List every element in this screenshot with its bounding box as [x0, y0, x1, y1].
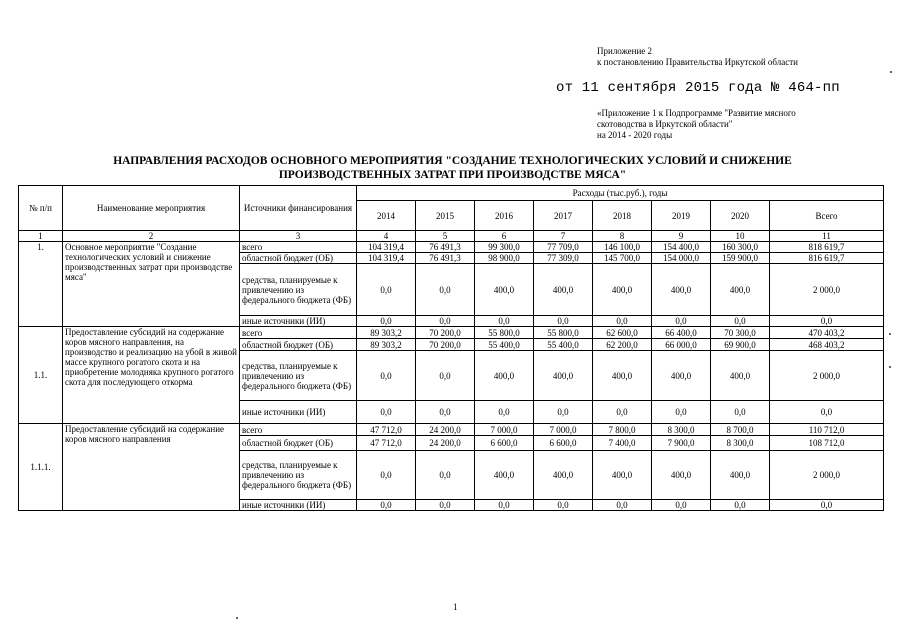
index-cell: 1	[19, 231, 63, 242]
header-year: 2017	[534, 201, 593, 231]
item-number: 1.	[19, 242, 63, 327]
header-year: 2019	[652, 201, 711, 231]
scan-speck	[890, 71, 892, 73]
amount-cell: 0,0	[416, 500, 475, 511]
amount-cell: 0,0	[475, 316, 534, 327]
amount-cell: 0,0	[357, 316, 416, 327]
amount-cell: 400,0	[475, 351, 534, 401]
amount-cell: 8 300,0	[652, 424, 711, 436]
amount-cell: 7 400,0	[593, 436, 652, 451]
amount-cell: 70 200,0	[416, 327, 475, 339]
total-cell: 110 712,0	[770, 424, 884, 436]
header-year: 2018	[593, 201, 652, 231]
funding-source: иные источники (ИИ)	[240, 401, 357, 424]
amount-cell: 7 000,0	[475, 424, 534, 436]
amount-cell: 0,0	[416, 401, 475, 424]
funding-source: иные источники (ИИ)	[240, 500, 357, 511]
total-cell: 0,0	[770, 316, 884, 327]
item-number: 1.1.1.	[19, 424, 63, 511]
amount-cell: 400,0	[652, 351, 711, 401]
amount-cell: 0,0	[652, 401, 711, 424]
scan-speck	[236, 617, 238, 619]
funding-source: средства, планируемые к привлечению из федерального бюджета (ФБ)	[240, 351, 357, 401]
title-line-2: ПРОИЗВОДСТВЕННЫХ ЗАТРАТ ПРИ ПРОИЗВОДСТВЕ МЯСА"	[278, 169, 627, 181]
table-row	[19, 424, 884, 436]
total-cell: 2 000,0	[770, 351, 884, 401]
amount-cell: 146 100,0	[593, 242, 652, 253]
total-cell: 818 619,7	[770, 242, 884, 253]
amount-cell: 8 700,0	[711, 424, 770, 436]
resolution-reference: к постановлению Правительства Иркутской области	[597, 57, 798, 67]
total-cell: 2 000,0	[770, 264, 884, 316]
funding-source: областной бюджет (ОБ)	[240, 436, 357, 451]
funding-source: всего	[240, 242, 357, 253]
amount-cell: 47 712,0	[357, 424, 416, 436]
amount-cell: 400,0	[534, 351, 593, 401]
amount-cell: 8 300,0	[711, 436, 770, 451]
table-row	[19, 242, 884, 253]
funding-source: средства, планируемые к привлечению из федерального бюджета (ФБ)	[240, 264, 357, 316]
amount-cell: 24 200,0	[416, 424, 475, 436]
header-number: № п/п	[19, 186, 63, 231]
amount-cell: 0,0	[475, 401, 534, 424]
amount-cell: 145 700,0	[593, 253, 652, 264]
quote-line-3: на 2014 - 2020 годы	[597, 130, 673, 140]
amount-cell: 400,0	[475, 451, 534, 500]
amount-cell: 76 491,3	[416, 253, 475, 264]
page-number: 1	[453, 602, 458, 612]
item-number: 1.1.	[19, 327, 63, 424]
amount-cell: 55 800,0	[534, 327, 593, 339]
table-row	[19, 327, 884, 339]
amount-cell: 0,0	[593, 500, 652, 511]
amount-cell: 104 319,4	[357, 242, 416, 253]
item-name: Предоставление субсидий на содержание коров мясного направления	[63, 424, 240, 511]
index-cell: 2	[63, 231, 240, 242]
amount-cell: 400,0	[711, 351, 770, 401]
quote-line-2: скотоводства в Иркутской области"	[597, 119, 733, 129]
amount-cell: 0,0	[593, 316, 652, 327]
funding-source: областной бюджет (ОБ)	[240, 339, 357, 351]
amount-cell: 55 400,0	[475, 339, 534, 351]
amount-cell: 0,0	[416, 316, 475, 327]
title-line-1: НАПРАВЛЕНИЯ РАСХОДОВ ОСНОВНОГО МЕРОПРИЯТИЯ "СОЗДАНИЕ ТЕХНОЛОГИЧЕСКИХ УСЛОВИЙ И СНИЖЕНИЕ	[113, 155, 792, 167]
amount-cell: 400,0	[534, 451, 593, 500]
amount-cell: 154 400,0	[652, 242, 711, 253]
scan-speck	[889, 333, 891, 335]
index-cell: 7	[534, 231, 593, 242]
amount-cell: 98 900,0	[475, 253, 534, 264]
amount-cell: 0,0	[357, 451, 416, 500]
amount-cell: 0,0	[652, 316, 711, 327]
amount-cell: 400,0	[534, 264, 593, 316]
total-cell: 108 712,0	[770, 436, 884, 451]
amount-cell: 55 400,0	[534, 339, 593, 351]
amount-cell: 7 800,0	[593, 424, 652, 436]
header-source: Источники финансирования	[240, 186, 357, 231]
amount-cell: 47 712,0	[357, 436, 416, 451]
amount-cell: 69 900,0	[711, 339, 770, 351]
funding-source: иные источники (ИИ)	[240, 316, 357, 327]
table-body	[19, 242, 884, 511]
funding-source: средства, планируемые к привлечению из федерального бюджета (ФБ)	[240, 451, 357, 500]
index-cell: 3	[240, 231, 357, 242]
amount-cell: 55 800,0	[475, 327, 534, 339]
header-year: 2020	[711, 201, 770, 231]
amount-cell: 400,0	[593, 264, 652, 316]
quote-line-1: «Приложение 1 к Подпрограмме "Развитие мясного	[597, 108, 796, 118]
amount-cell: 66 400,0	[652, 327, 711, 339]
amount-cell: 6 600,0	[475, 436, 534, 451]
total-cell: 0,0	[770, 500, 884, 511]
amount-cell: 89 303,2	[357, 327, 416, 339]
amount-cell: 24 200,0	[416, 436, 475, 451]
amount-cell: 0,0	[534, 500, 593, 511]
amount-cell: 159 900,0	[711, 253, 770, 264]
header-year: 2016	[475, 201, 534, 231]
appendix-label: Приложение 2	[597, 46, 653, 56]
funding-source: областной бюджет (ОБ)	[240, 253, 357, 264]
expenses-table	[18, 185, 884, 511]
amount-cell: 400,0	[711, 264, 770, 316]
amount-cell: 66 000,0	[652, 339, 711, 351]
amount-cell: 400,0	[711, 451, 770, 500]
amount-cell: 0,0	[534, 401, 593, 424]
amount-cell: 0,0	[416, 351, 475, 401]
index-cell: 5	[416, 231, 475, 242]
total-cell: 0,0	[770, 401, 884, 424]
total-cell: 2 000,0	[770, 451, 884, 500]
amount-cell: 0,0	[711, 500, 770, 511]
item-name: Предоставление субсидий на содержание коров мясного направления, на производство и реализацию на убой в живой массе крупного рогатого скота и на приобретение молодняка крупного рогатого скота для последующего откорма	[63, 327, 240, 424]
document-title	[40, 154, 865, 182]
amount-cell: 6 600,0	[534, 436, 593, 451]
total-cell: 816 619,7	[770, 253, 884, 264]
amount-cell: 70 300,0	[711, 327, 770, 339]
header-year: 2014	[357, 201, 416, 231]
table-header	[19, 186, 884, 242]
item-name: Основное мероприятие "Создание технологических условий и снижение производственных затрат при производстве мяса"	[63, 242, 240, 327]
amount-cell: 0,0	[475, 500, 534, 511]
decree-line: от 11 сентября 2015 года № 464-пп	[556, 80, 840, 96]
amount-cell: 400,0	[652, 264, 711, 316]
amount-cell: 77 309,0	[534, 253, 593, 264]
amount-cell: 0,0	[711, 316, 770, 327]
funding-source: всего	[240, 424, 357, 436]
amount-cell: 89 303,2	[357, 339, 416, 351]
amount-cell: 154 000,0	[652, 253, 711, 264]
amount-cell: 400,0	[593, 451, 652, 500]
amount-cell: 0,0	[534, 316, 593, 327]
funding-source: всего	[240, 327, 357, 339]
amount-cell: 160 300,0	[711, 242, 770, 253]
amount-cell: 400,0	[593, 351, 652, 401]
amount-cell: 0,0	[357, 401, 416, 424]
index-cell: 4	[357, 231, 416, 242]
amount-cell: 7 000,0	[534, 424, 593, 436]
amount-cell: 104 319,4	[357, 253, 416, 264]
scan-speck	[889, 366, 891, 368]
index-row	[19, 231, 884, 242]
header-name: Наименование мероприятия	[63, 186, 240, 231]
index-cell: 8	[593, 231, 652, 242]
total-cell: 468 403,2	[770, 339, 884, 351]
index-cell: 11	[770, 231, 884, 242]
amount-cell: 76 491,3	[416, 242, 475, 253]
amount-cell: 70 200,0	[416, 339, 475, 351]
amount-cell: 0,0	[357, 500, 416, 511]
header-expenses: Расходы (тыс.руб.), годы	[357, 186, 884, 201]
index-cell: 6	[475, 231, 534, 242]
amount-cell: 400,0	[475, 264, 534, 316]
amount-cell: 0,0	[711, 401, 770, 424]
amount-cell: 400,0	[652, 451, 711, 500]
header-year: 2015	[416, 201, 475, 231]
amount-cell: 62 600,0	[593, 327, 652, 339]
amount-cell: 0,0	[416, 264, 475, 316]
amount-cell: 0,0	[416, 451, 475, 500]
amount-cell: 99 300,0	[475, 242, 534, 253]
amount-cell: 62 200,0	[593, 339, 652, 351]
amount-cell: 0,0	[357, 351, 416, 401]
total-cell: 470 403,2	[770, 327, 884, 339]
amount-cell: 0,0	[593, 401, 652, 424]
amount-cell: 77 709,0	[534, 242, 593, 253]
amount-cell: 7 900,0	[652, 436, 711, 451]
amount-cell: 0,0	[357, 264, 416, 316]
amount-cell: 0,0	[652, 500, 711, 511]
index-cell: 9	[652, 231, 711, 242]
index-cell: 10	[711, 231, 770, 242]
header-total: Всего	[770, 201, 884, 231]
